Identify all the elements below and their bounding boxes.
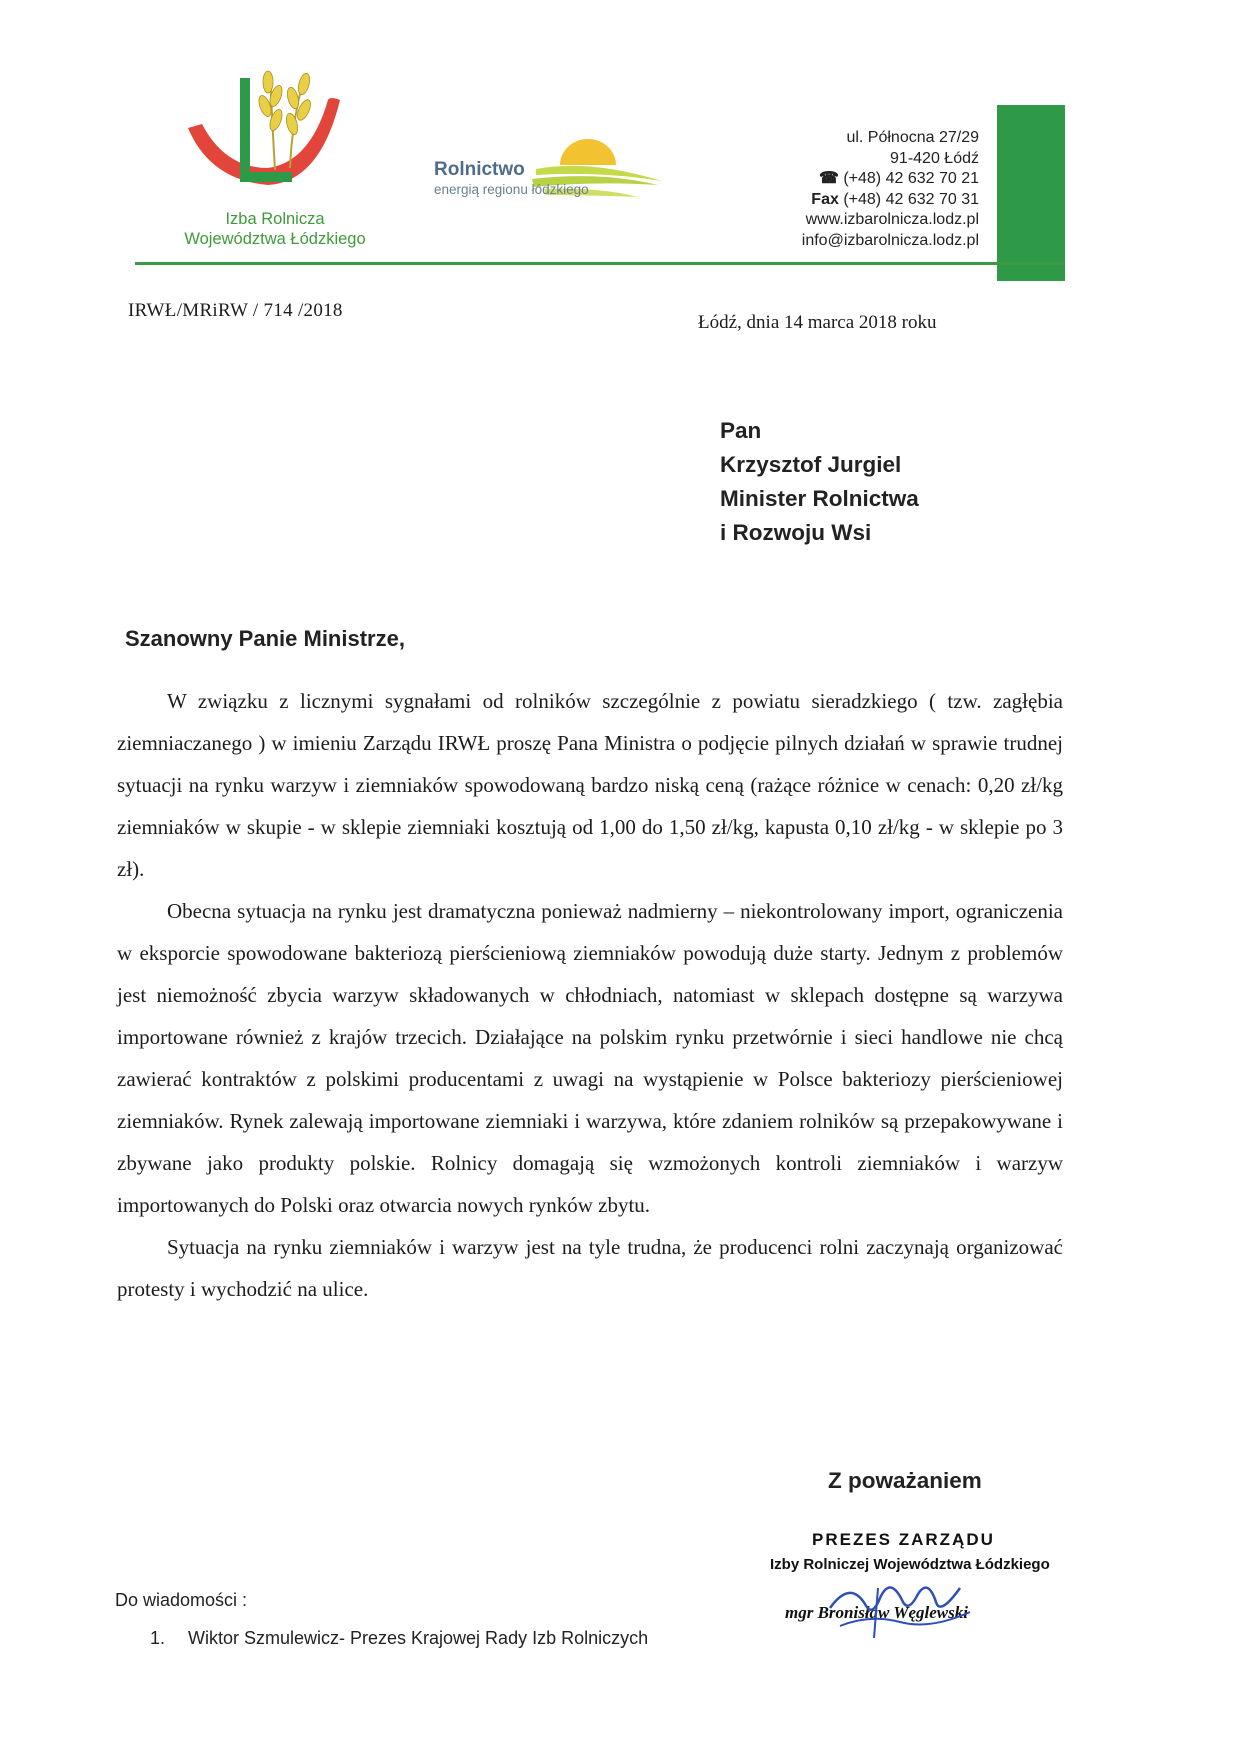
cc-list-item <box>150 1628 648 1649</box>
phone-line <box>802 169 979 190</box>
campaign-title: Rolnictwo <box>434 159 525 180</box>
recipient-block <box>720 414 919 550</box>
address-street: ul. Północna 27/29 <box>846 129 979 146</box>
phone-number: (+48) 42 632 70 21 <box>843 170 979 187</box>
body-paragraph-2: Obecna sytuacja na rynku jest dramatyczna ponieważ nadmierny – niekontrolowany import, ograniczenia w eksporcie spowodowane bakteriozą pierścieniową ziemniaków powodują duże starty. Jednym z problemów jest niemożność zbycia warzyw składowanych w chłodniach, natomiast w sklepach dostępne są warzywa importowane również z krajów trzecich. Działające na polskim rynku przetwórnie i sieci handlowe nie chcą zawierać kontraktów z polskimi producentami z uwagi na wystąpienie w Polsce bakteriozy pierścieniowej ziemniaków. Rynek zalewają importowane ziemniaki i warzywa, które zdaniem rolników są przepakowywane i zbywane jako produkty polskie. Rolnicy domagają się wzmożonych kontroli ziemniaków i warzyw importowanych do Polski oraz otwarcia nowych rynków zbytu. <box>117 899 1063 1217</box>
izba-rolnicza-logo <box>150 60 400 260</box>
body-paragraph-1: W związku z licznymi sygnałami od rolników szczególnie z powiatu sieradzkiego ( tzw. zagłębia ziemniaczanego ) w imieniu Zarządu IRWŁ proszę Pana Ministra o podjęcie pilnych działań w sprawie trudnej sytuacji na rynku warzyw i ziemniaków spowodowaną bardzo niską ceną (rażące różnice w cenach: 0,20 zł/kg ziemniaków w skupie - w sklepie ziemniaki kosztują od 1,00 do 1,50 zł/kg, kapusta 0,10 zł/kg - w sklepie po 3 zł). <box>117 689 1063 881</box>
fax-number: (+48) 42 632 70 31 <box>843 190 979 208</box>
cc-label: Do wiadomości : <box>115 1590 248 1610</box>
address-city: 91-420 Łódź <box>890 149 979 167</box>
signatory-name: mgr Bronisław Węglewski <box>785 1603 968 1622</box>
header-divider <box>135 262 1065 265</box>
org-name-line2: Województwa Łódzkiego <box>184 230 366 248</box>
phone-icon: ☎ <box>818 170 839 187</box>
signatory-organization: Izby Rolniczej Województwa Łódzkiego <box>770 1556 1050 1573</box>
wheat-sickle-logo-icon <box>180 60 350 210</box>
rolnictwo-campaign-logo <box>432 135 682 205</box>
letter-body <box>117 680 1063 1310</box>
recipient-line3: Minister Rolnictwa <box>720 486 919 511</box>
org-name-line1: Izba Rolnicza <box>225 210 325 228</box>
campaign-tagline: energią regionu łódzkiego <box>434 182 589 197</box>
body-paragraph-3: Sytuacja na rynku ziemniaków i warzyw jest na tyle trudna, że producenci rolni zaczynają organizować protesty i wychodzić na ulice. <box>117 1235 1063 1301</box>
recipient-line1: Pan <box>720 418 762 443</box>
letter-date: Łódź, dnia 14 marca 2018 roku <box>698 312 937 333</box>
cc-item-text: Wiktor Szmulewicz- Prezes Krajowej Rady Izb Rolniczych <box>188 1628 649 1648</box>
fax-label: Fax <box>811 190 839 208</box>
email-link[interactable]: info@izbarolnicza.lodz.pl <box>801 231 979 249</box>
handwritten-signature-icon <box>810 1568 980 1648</box>
closing: Z poważaniem <box>828 1468 982 1493</box>
fax-line <box>802 190 979 211</box>
recipient-line4: i Rozwoju Wsi <box>720 520 872 545</box>
salutation: Szanowny Panie Ministrze, <box>125 626 405 651</box>
signatory-title: PREZES ZARZĄDU <box>812 1530 995 1549</box>
recipient-line2: Krzysztof Jurgiel <box>720 452 902 477</box>
contact-block <box>802 128 979 251</box>
header-green-bar <box>997 105 1065 281</box>
cc-item-number: 1. <box>150 1628 166 1648</box>
reference-number: IRWŁ/MRiRW / 714 /2018 <box>128 300 343 321</box>
website-link[interactable]: www.izbarolnicza.lodz.pl <box>805 211 979 228</box>
